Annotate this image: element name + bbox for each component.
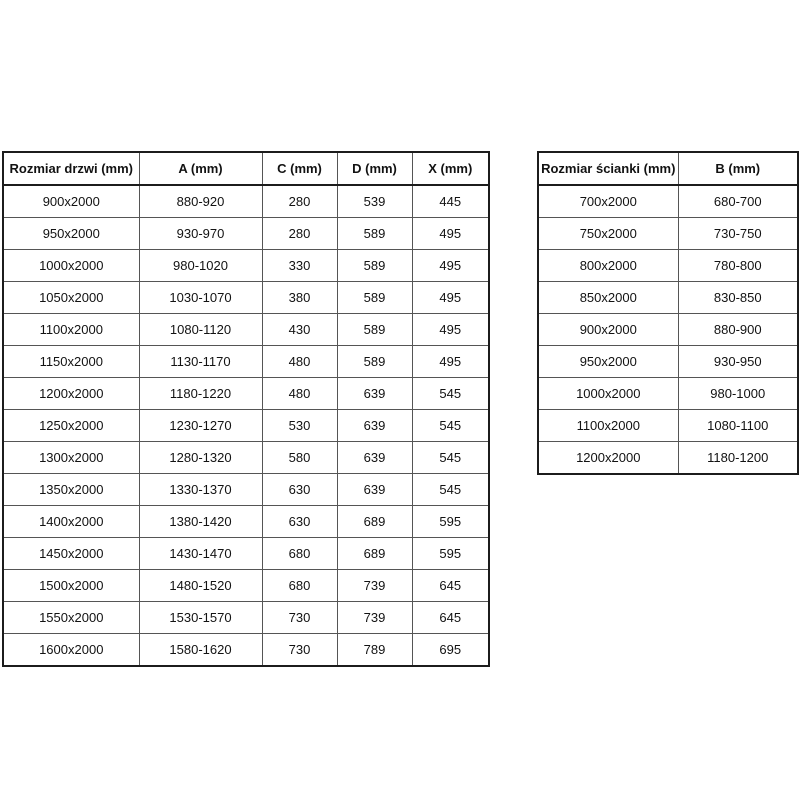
table-cell: 1550x2000 xyxy=(3,602,139,634)
table-row xyxy=(3,538,489,570)
table-row xyxy=(3,442,489,474)
table-cell: 280 xyxy=(262,185,337,218)
table-cell: 1230-1270 xyxy=(139,410,262,442)
table-cell: 1080-1120 xyxy=(139,314,262,346)
table-row xyxy=(3,474,489,506)
table-cell: 1030-1070 xyxy=(139,282,262,314)
table-cell: 495 xyxy=(412,282,489,314)
table-row xyxy=(538,378,798,410)
table-cell: 545 xyxy=(412,410,489,442)
table-cell: 1050x2000 xyxy=(3,282,139,314)
table-cell: 689 xyxy=(337,538,412,570)
table-cell: 645 xyxy=(412,602,489,634)
table-cell: 530 xyxy=(262,410,337,442)
table-cell: 630 xyxy=(262,474,337,506)
table-cell: 900x2000 xyxy=(538,314,678,346)
table-row xyxy=(538,185,798,218)
table-row xyxy=(3,634,489,667)
table-cell: 589 xyxy=(337,346,412,378)
table-cell: 980-1020 xyxy=(139,250,262,282)
table-cell: 645 xyxy=(412,570,489,602)
table-row xyxy=(3,410,489,442)
table-row xyxy=(3,378,489,410)
table-cell: 1480-1520 xyxy=(139,570,262,602)
table-cell: 545 xyxy=(412,378,489,410)
table-cell: 1180-1220 xyxy=(139,378,262,410)
table-cell: 700x2000 xyxy=(538,185,678,218)
table-cell: 730 xyxy=(262,634,337,667)
table-cell: 1350x2000 xyxy=(3,474,139,506)
table-cell: 580 xyxy=(262,442,337,474)
table-cell: 480 xyxy=(262,378,337,410)
table-cell: 930-970 xyxy=(139,218,262,250)
header-row xyxy=(3,152,489,185)
table-cell: 1100x2000 xyxy=(3,314,139,346)
table-cell: 630 xyxy=(262,506,337,538)
table-row xyxy=(3,602,489,634)
table-cell: 545 xyxy=(412,442,489,474)
table-cell: 1200x2000 xyxy=(538,442,678,475)
table-cell: 445 xyxy=(412,185,489,218)
table-row xyxy=(3,250,489,282)
table-row xyxy=(3,506,489,538)
table-row xyxy=(3,570,489,602)
column-header: B (mm) xyxy=(678,152,798,185)
column-header: A (mm) xyxy=(139,152,262,185)
table-cell: 1380-1420 xyxy=(139,506,262,538)
table-cell: 495 xyxy=(412,314,489,346)
table-row xyxy=(3,314,489,346)
table-cell: 739 xyxy=(337,602,412,634)
table-cell: 1250x2000 xyxy=(3,410,139,442)
table-row xyxy=(538,218,798,250)
table-cell: 680 xyxy=(262,570,337,602)
table-row xyxy=(3,282,489,314)
table-row xyxy=(538,282,798,314)
table-cell: 1430-1470 xyxy=(139,538,262,570)
door-dimensions-table xyxy=(2,151,490,667)
table-row xyxy=(538,346,798,378)
table-cell: 1580-1620 xyxy=(139,634,262,667)
table-cell: 480 xyxy=(262,346,337,378)
table-row xyxy=(538,410,798,442)
table-cell: 589 xyxy=(337,250,412,282)
table-cell: 495 xyxy=(412,346,489,378)
table-cell: 595 xyxy=(412,538,489,570)
table-cell: 1330-1370 xyxy=(139,474,262,506)
table-cell: 495 xyxy=(412,218,489,250)
table-cell: 780-800 xyxy=(678,250,798,282)
table-cell: 1280-1320 xyxy=(139,442,262,474)
table-row xyxy=(538,442,798,475)
table-cell: 1450x2000 xyxy=(3,538,139,570)
table-cell: 789 xyxy=(337,634,412,667)
table-cell: 730-750 xyxy=(678,218,798,250)
table-cell: 280 xyxy=(262,218,337,250)
table-cell: 589 xyxy=(337,218,412,250)
table-cell: 1150x2000 xyxy=(3,346,139,378)
table-cell: 330 xyxy=(262,250,337,282)
table-cell: 539 xyxy=(337,185,412,218)
table-cell: 1000x2000 xyxy=(3,250,139,282)
table-cell: 639 xyxy=(337,378,412,410)
table-cell: 739 xyxy=(337,570,412,602)
table-cell: 1180-1200 xyxy=(678,442,798,475)
table-cell: 830-850 xyxy=(678,282,798,314)
table-cell: 1000x2000 xyxy=(538,378,678,410)
table-cell: 680 xyxy=(262,538,337,570)
table-cell: 1530-1570 xyxy=(139,602,262,634)
table-cell: 950x2000 xyxy=(538,346,678,378)
table-cell: 689 xyxy=(337,506,412,538)
header-row xyxy=(538,152,798,185)
table-cell: 1500x2000 xyxy=(3,570,139,602)
column-header: X (mm) xyxy=(412,152,489,185)
table-cell: 850x2000 xyxy=(538,282,678,314)
table-cell: 1100x2000 xyxy=(538,410,678,442)
table-cell: 639 xyxy=(337,442,412,474)
column-header: Rozmiar ścianki (mm) xyxy=(538,152,678,185)
table-cell: 680-700 xyxy=(678,185,798,218)
column-header: C (mm) xyxy=(262,152,337,185)
table-cell: 589 xyxy=(337,314,412,346)
wall-panel-dimensions-table xyxy=(537,151,799,475)
table-cell: 980-1000 xyxy=(678,378,798,410)
table-cell: 950x2000 xyxy=(3,218,139,250)
table-cell: 589 xyxy=(337,282,412,314)
table-cell: 800x2000 xyxy=(538,250,678,282)
table-cell: 1130-1170 xyxy=(139,346,262,378)
table-cell: 695 xyxy=(412,634,489,667)
table-cell: 1200x2000 xyxy=(3,378,139,410)
table-row xyxy=(3,185,489,218)
table-cell: 880-920 xyxy=(139,185,262,218)
column-header: Rozmiar drzwi (mm) xyxy=(3,152,139,185)
table-row xyxy=(538,314,798,346)
table-row xyxy=(538,250,798,282)
table-cell: 639 xyxy=(337,410,412,442)
table-cell: 545 xyxy=(412,474,489,506)
table-cell: 750x2000 xyxy=(538,218,678,250)
table-cell: 495 xyxy=(412,250,489,282)
table-cell: 1400x2000 xyxy=(3,506,139,538)
table-cell: 430 xyxy=(262,314,337,346)
table-cell: 380 xyxy=(262,282,337,314)
table-cell: 639 xyxy=(337,474,412,506)
table-cell: 880-900 xyxy=(678,314,798,346)
table-cell: 900x2000 xyxy=(3,185,139,218)
column-header: D (mm) xyxy=(337,152,412,185)
table-cell: 1300x2000 xyxy=(3,442,139,474)
table-cell: 930-950 xyxy=(678,346,798,378)
table-cell: 1080-1100 xyxy=(678,410,798,442)
table-row xyxy=(3,346,489,378)
table-cell: 1600x2000 xyxy=(3,634,139,667)
table-row xyxy=(3,218,489,250)
table-cell: 730 xyxy=(262,602,337,634)
table-cell: 595 xyxy=(412,506,489,538)
